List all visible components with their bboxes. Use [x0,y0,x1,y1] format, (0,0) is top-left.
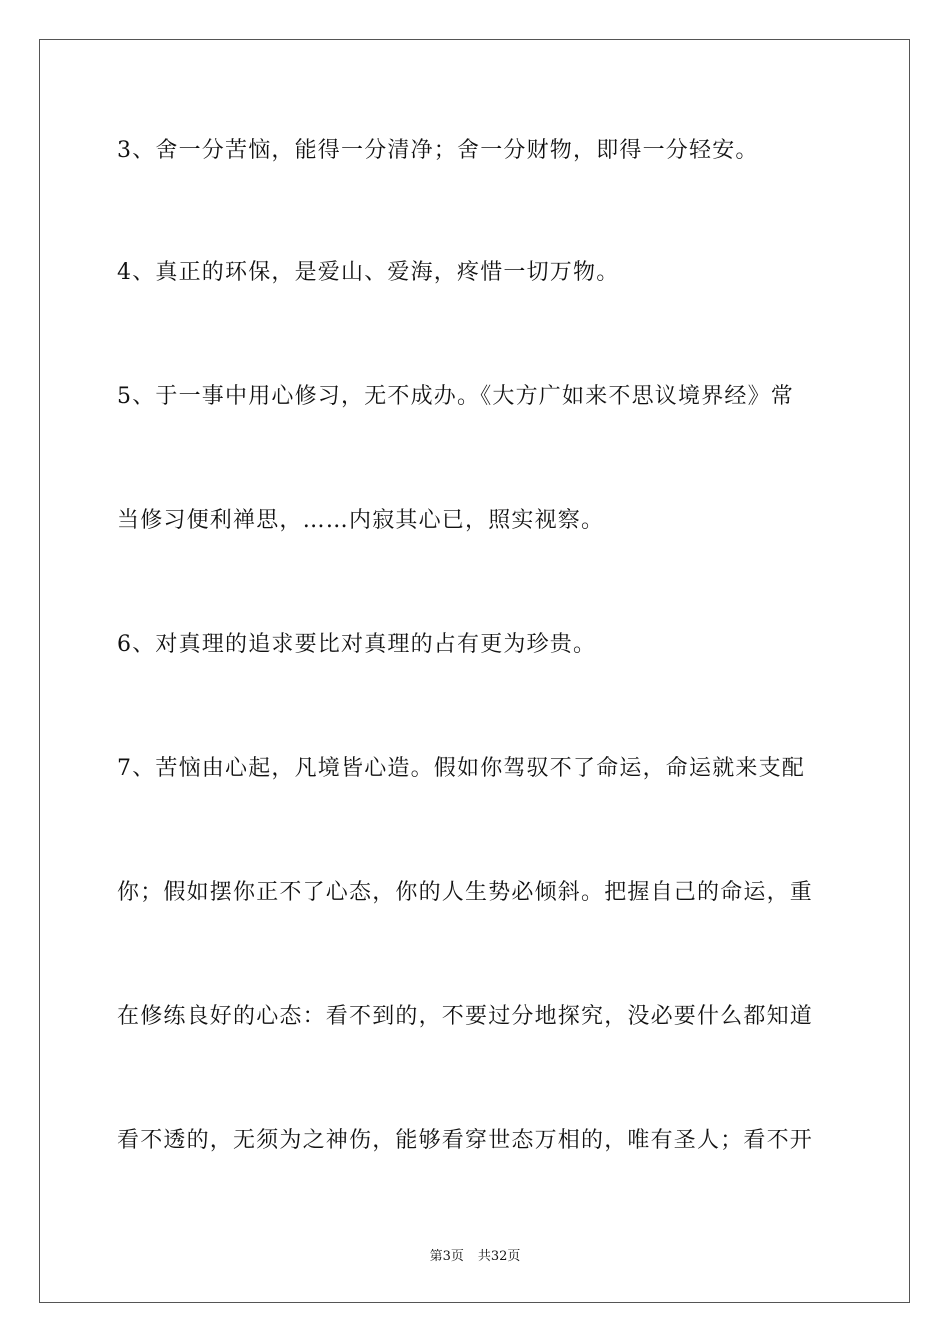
text-line: 在修练良好的心态：看不到的，不要过分地探究，没必要什么都知道 [117,1004,814,1029]
page-footer [0,1248,950,1266]
page-number: 第3页 [429,1249,464,1264]
page-border [39,39,910,1303]
page-total: 共32页 [477,1249,521,1264]
text-line: 3、舍一分苦恼，能得一分清净；舍一分财物，即得一分轻安。 [117,138,759,163]
text-line: 你；假如摆你正不了心态，你的人生势必倾斜。把握自己的命运，重 [117,880,814,905]
text-line: 6、对真理的追求要比对真理的占有更为珍贵。 [117,632,597,657]
text-line: 4、真正的环保，是爱山、爱海，疼惜一切万物。 [117,260,620,285]
text-line: 看不透的，无须为之神伤，能够看穿世态万相的，唯有圣人；看不开 [117,1128,814,1153]
text-line: 7、苦恼由心起，凡境皆心造。假如你驾驭不了命运，命运就来支配 [117,756,805,781]
text-line: 当修习便利禅思，……内寂其心已，照实视察。 [117,508,605,533]
text-line: 5、于一事中用心修习，无不成办。《大方广如来不思议境界经》常 [117,384,794,409]
